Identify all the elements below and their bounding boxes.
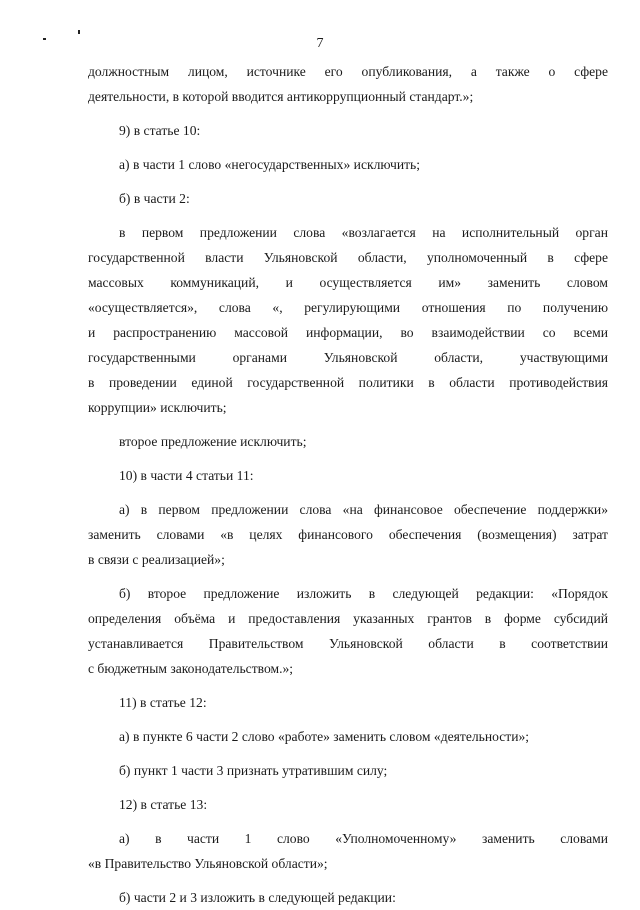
text-line: а) в части 1 слово «Уполномоченному» заменить словами [119,831,608,846]
text-line: должностным лицом, источнике его опубликования, а также о сфере [88,64,608,79]
text-line: массовых коммуникаций, и осуществляется им» заменить словом [88,275,608,290]
text-line: б) второе предложение изложить в следующей редакции: «Порядок [119,586,608,601]
paragraph: а) в части 1 слово «негосударственных» исключить; [119,157,421,172]
text-line: в связи с реализацией»; [88,552,225,567]
paragraph: б) части 2 и 3 изложить в следующей редакции: [119,890,396,905]
text-line: в первом предложении слова «возлагается на исполнительный орган [119,225,608,240]
text-line: «осуществляется», слова «, регулирующими отношения по получению [88,300,608,315]
text-line: государственными органами Ульяновской области, участвующими [88,350,608,365]
text-line: устанавливается Правительством Ульяновской области в соответствии [88,636,608,651]
scan-speck [78,30,80,34]
paragraph-heading: 9) в статье 10: [119,123,201,138]
paragraph-heading: 12) в статье 13: [119,797,208,812]
paragraph: б) в части 2: [119,191,190,206]
text-line: в проведении единой государственной политики в области противодействия [88,375,608,390]
text-line: и распространению массовой информации, во взаимодействии со всеми [88,325,608,340]
paragraph-heading: 11) в статье 12: [119,695,207,710]
document-body [88,59,608,910]
page-number: 7 [316,36,324,51]
paragraph-heading: 10) в части 4 статьи 11: [119,468,254,483]
text-line: определения объёма и предоставления указанных грантов в форме субсидий [88,611,608,626]
text-line: с бюджетным законодательством.»; [88,661,294,676]
text-line: а) в первом предложении слова «на финансовое обеспечение поддержки» [119,502,608,517]
text-line: «в Правительство Ульяновской области»; [88,856,328,871]
paragraph: второе предложение исключить; [119,434,307,449]
text-line: деятельности, в которой вводится антикоррупционный стандарт.»; [88,89,474,104]
text-line: коррупции» исключить; [88,400,227,415]
text-line: заменить словами «в целях финансового обеспечения (возмещения) затрат [88,527,608,542]
paragraph: а) в пункте 6 части 2 слово «работе» заменить словом «деятельности»; [119,729,530,744]
text-line: государственной власти Ульяновской области, уполномоченный в сфере [88,250,608,265]
paragraph: б) пункт 1 части 3 признать утратившим силу; [119,763,388,778]
